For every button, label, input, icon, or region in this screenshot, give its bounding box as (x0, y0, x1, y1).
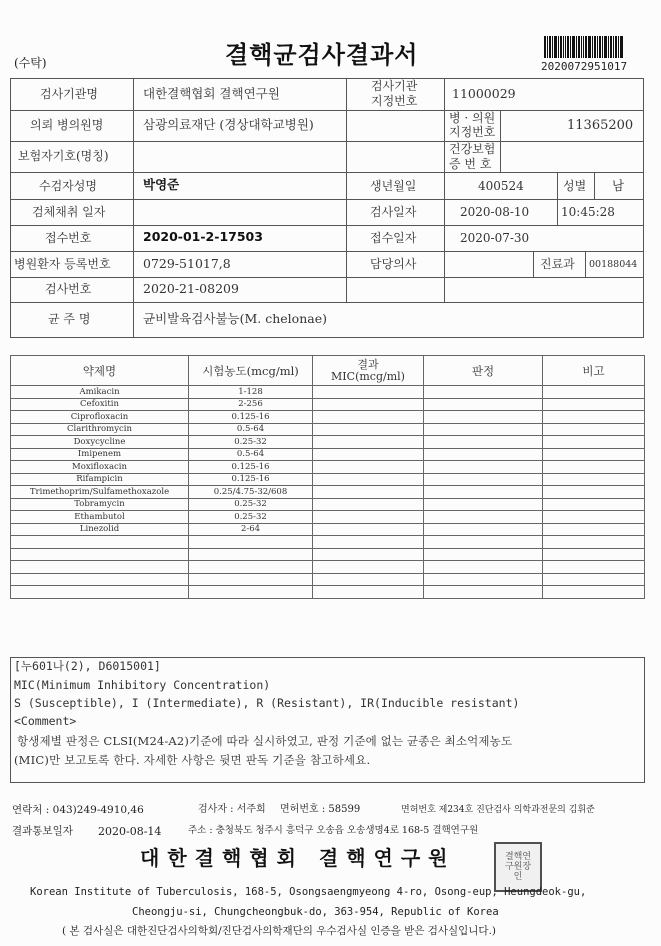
address-en-line-2: Cheongju-si, Chungcheongbuk-do, 363-954, Republic of Korea (132, 906, 499, 918)
table-row (11, 436, 645, 449)
empty-row (11, 573, 645, 586)
judgement-header: 판정 (424, 356, 543, 386)
drug-name: Ciprofloxacin (11, 411, 189, 424)
receipt-no-value: 2020-01-2-17503 (143, 229, 263, 244)
test-range: 2-64 (189, 523, 313, 536)
test-range: 0.25-32 (189, 498, 313, 511)
barcode-number: 2020072951017 (541, 60, 628, 73)
inspection-org-label: 검사기관명 (40, 87, 98, 101)
drug-name: Tobramycin (11, 498, 189, 511)
certification-note: ( 본 검사실은 대한진단검사의학회/진단검사의학재단의 우수검사실 인증을 받은 검사실입니다.) (62, 925, 497, 937)
seal-text: 결핵연구원장인 (504, 852, 532, 882)
document-title: 결핵균검사결과서 (225, 40, 419, 69)
drug-name: Ethambutol (11, 511, 189, 524)
official-seal (494, 842, 542, 892)
notes-comment-label: <Comment> (14, 714, 77, 728)
table-row (11, 398, 645, 411)
test-range: 0.5-64 (189, 448, 313, 461)
organism-label: 균 주 명 (48, 312, 91, 326)
test-range: 2-256 (189, 398, 313, 411)
test-range: 0.125-16 (189, 411, 313, 424)
table-row (11, 423, 645, 436)
table-row (11, 498, 645, 511)
inspection-org-code-value: 11000029 (452, 86, 516, 101)
referring-org-code-label-2: 지정번호 (449, 125, 496, 139)
inspection-org-value: 대한결핵협회 결핵연구원 (143, 86, 280, 101)
result-header-line-2: MIC(mcg/ml) (331, 369, 405, 383)
health-cert-label-1: 건강보험 (449, 142, 496, 156)
result-header (313, 356, 424, 386)
empty-row (11, 548, 645, 561)
inspection-org-code-label-1: 검사기관 (371, 79, 418, 93)
barcode (544, 36, 636, 58)
footer-inspector: 검사자 : 서주희 (198, 804, 266, 815)
hospital-patient-no-label: 병원환자 등록번호 (14, 257, 111, 271)
table-row (11, 486, 645, 499)
table-row (11, 511, 645, 524)
footer-specialist: 면허번호 제234호 진단검사 의학과전문의 김휘준 (401, 805, 595, 815)
table-row (11, 473, 645, 486)
address-en-line-1: Korean Institute of Tuberculosis, 168-5, Osongsaengmyeong 4-ro, Osong-eup, Heungdeok-gu, (30, 886, 587, 898)
referring-org-code-label-1: 병 · 의원 (449, 111, 496, 125)
sex-value: 남 (612, 178, 625, 193)
organism-value: 균비발육검사불능(M. chelonae) (143, 311, 327, 326)
receipt-date-value: 2020-07-30 (460, 231, 530, 245)
drug-name: Doxycycline (11, 436, 189, 449)
sex-label: 성별 (563, 179, 587, 193)
table-row (11, 448, 645, 461)
empty-row (11, 586, 645, 599)
test-date-value: 2020-08-10 (460, 205, 530, 219)
empty-row (11, 536, 645, 549)
notes-code: [누601나(2), D6015001] (14, 659, 161, 673)
doctor-label: 담당의사 (370, 257, 417, 271)
empty-row (11, 561, 645, 574)
insurance-label: 보험자기호(명칭) (18, 149, 109, 163)
notes-comment-line-1: 항생제별 판정은 CLSI(M24-A2)기준에 따라 실시하였고, 판정 기준에 없는 균종은 최소억제농도 (17, 734, 513, 748)
drug-name: Amikacin (11, 386, 189, 399)
drug-name: Trimethoprim/Sulfamethoxazole (11, 486, 189, 499)
report-date-label: 결과통보일자 (12, 825, 73, 837)
footer-license: 면허번호 : 58599 (280, 804, 361, 815)
test-range: 1-128 (189, 386, 313, 399)
referring-org-value: 삼광의료재단 (경상대학교병원) (143, 117, 314, 132)
drug-header: 약제명 (11, 356, 189, 386)
test-date-label: 검사일자 (370, 205, 417, 219)
test-range: 0.25-32 (189, 436, 313, 449)
receipt-no-label: 접수번호 (45, 231, 92, 245)
referring-org-label: 의뢰 병의원명 (30, 118, 104, 132)
notes-mic: MIC(Minimum Inhibitory Concentration) (14, 678, 271, 692)
table-row (11, 386, 645, 399)
drug-name: Clarithromycin (11, 423, 189, 436)
table-row (11, 461, 645, 474)
test-no-label: 검사번호 (45, 282, 92, 296)
org-name: 대한결핵협회 결핵연구원 (140, 846, 456, 870)
drug-name: Moxifloxacin (11, 461, 189, 474)
inspection-org-code-label-2: 지정번호 (371, 94, 418, 108)
department-value: 00188044 (589, 259, 638, 270)
test-time-value: 10:45:28 (561, 205, 615, 219)
table-row (11, 411, 645, 424)
notes-legend: S (Susceptible), I (Intermediate), R (Resistant), IR(Inducible resistant) (14, 696, 520, 710)
test-range: 0.25-32 (189, 511, 313, 524)
drug-name: Rifampicin (11, 473, 189, 486)
table-row (11, 523, 645, 536)
address-kr: 주소 : 충청북도 청주시 흥덕구 오송읍 오송생명4로 168-5 결핵연구원 (188, 825, 479, 836)
drug-name: Imipenem (11, 448, 189, 461)
drug-name: Cefoxitin (11, 398, 189, 411)
patient-name-value: 박영준 (143, 177, 180, 192)
hospital-patient-no-value: 0729-51017,8 (143, 256, 231, 271)
footer-contact: 연락처 : 043)249-4910,46 (12, 804, 144, 816)
range-header: 시험농도(mcg/ml) (189, 356, 313, 386)
specimen-date-label: 검체채취 일자 (32, 205, 106, 219)
department-label: 진료과 (540, 257, 575, 271)
birth-label: 생년월일 (370, 179, 417, 193)
drug-name: Linezolid (11, 523, 189, 536)
patient-name-label: 수검자성명 (39, 179, 97, 193)
antibiotic-table (10, 355, 645, 599)
form-tag: (수탁) (14, 56, 47, 70)
test-no-value: 2020-21-08209 (143, 281, 239, 296)
receipt-date-label: 접수일자 (370, 231, 417, 245)
test-range: 0.125-16 (189, 473, 313, 486)
birth-value: 400524 (478, 179, 524, 193)
test-range: 0.5-64 (189, 423, 313, 436)
test-range: 0.25/4.75-32/608 (189, 486, 313, 499)
notes-comment-line-2: (MIC)만 보고토록 한다. 자세한 사항은 뒷면 판독 기준을 참고하세요. (14, 753, 371, 767)
test-range: 0.125-16 (189, 461, 313, 474)
remark-header: 비고 (543, 356, 645, 386)
health-cert-label-2: 증 번 호 (449, 157, 492, 171)
result-header-line-1: 결과 (357, 357, 379, 371)
report-date-value: 2020-08-14 (98, 825, 162, 838)
referring-org-code-value: 11365200 (567, 118, 634, 133)
